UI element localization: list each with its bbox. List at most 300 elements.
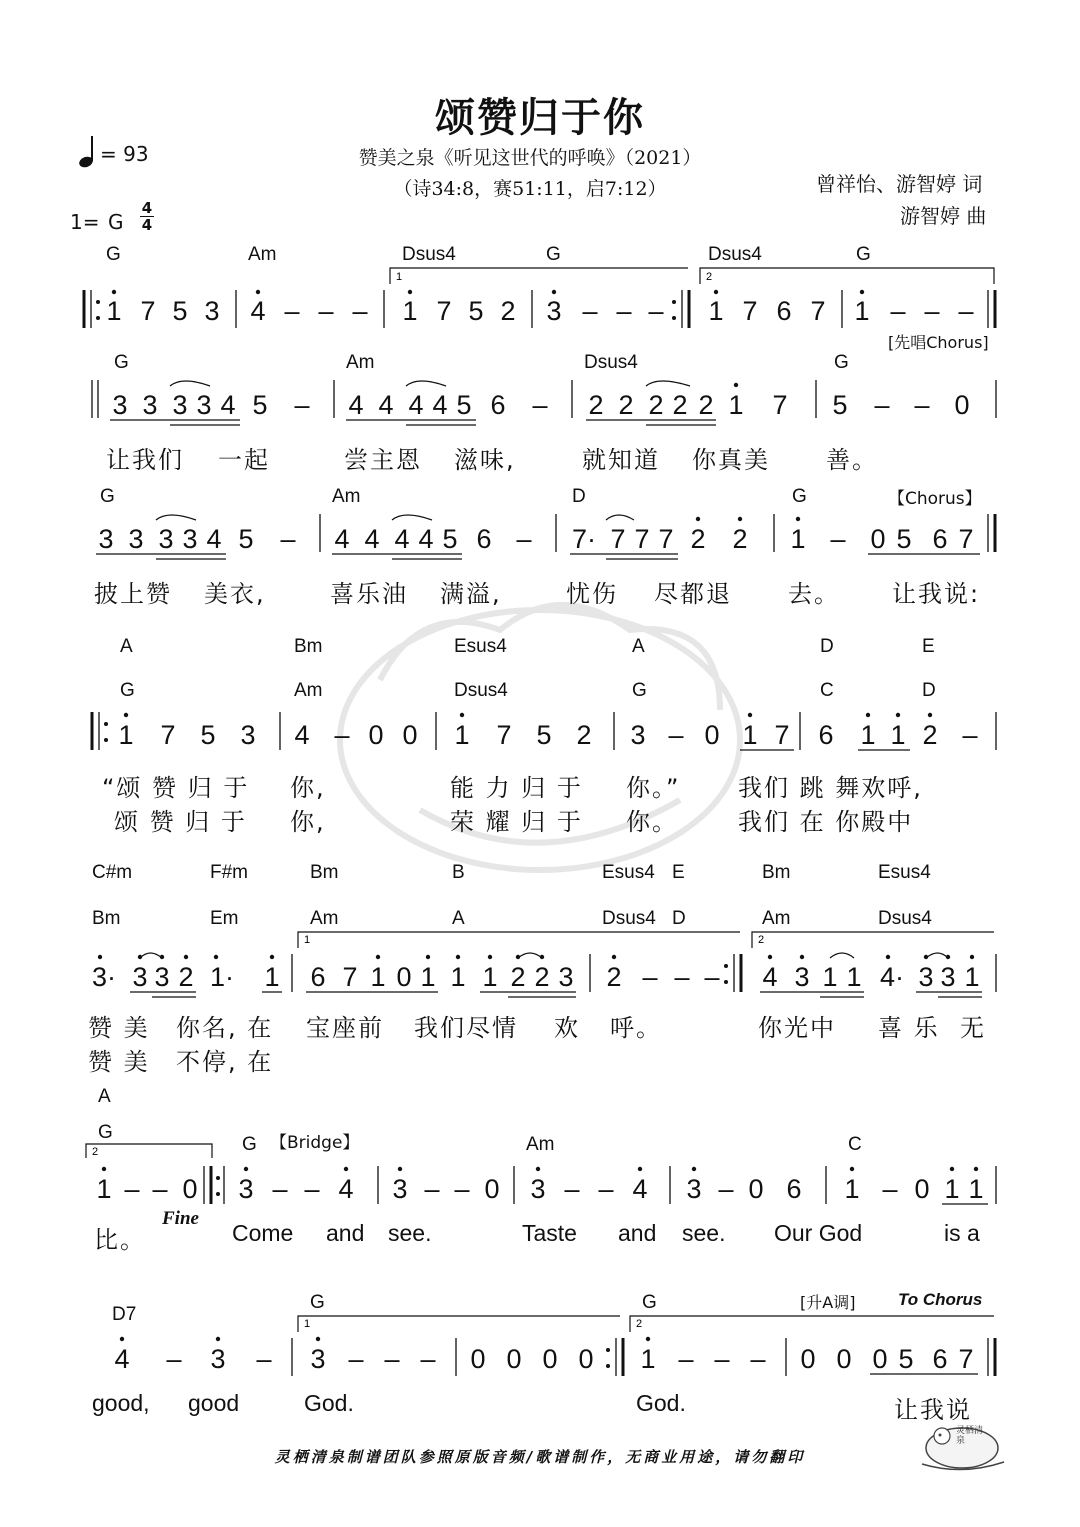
lyric: Our God [774, 1220, 863, 1246]
note: 0 [402, 720, 418, 750]
lead-chorus-tag: [先唱Chorus] [888, 333, 989, 352]
note: 3 [630, 720, 646, 750]
chord: Bm [92, 908, 121, 929]
note: 3 [918, 962, 934, 992]
note: 2 [618, 390, 634, 420]
note: 1 [790, 524, 806, 554]
chord: F#m [210, 862, 248, 883]
note: 2 [534, 962, 550, 992]
note: – [516, 524, 532, 554]
lyric: 喜 乐 [878, 1014, 940, 1042]
notation-system-5 [0, 926, 1080, 996]
notation-system-4 [0, 700, 1080, 760]
lyric: 颂 赞 归 于 [114, 808, 247, 836]
chord: G [106, 244, 121, 265]
note: – [318, 296, 334, 326]
chord: Esus4 [454, 636, 507, 657]
lyric: good, [92, 1390, 150, 1416]
note: – [166, 1344, 182, 1374]
note: 5 [832, 390, 848, 420]
chord: E [922, 636, 935, 657]
note: 0 [542, 1344, 558, 1374]
note: – [454, 1174, 470, 1204]
note: 4 [408, 390, 424, 420]
chord: Bm [294, 636, 323, 657]
chord: Esus4 [602, 862, 655, 883]
volta-2-label: 2 [636, 1318, 643, 1330]
lyric: 你。” [626, 774, 681, 802]
chord: G [642, 1292, 657, 1313]
note: 3 [940, 962, 956, 992]
note: – [958, 296, 974, 326]
note: – [718, 1174, 734, 1204]
note: – [256, 1344, 272, 1374]
note: 4 [206, 524, 222, 554]
note: 7 [774, 720, 790, 750]
note: 1 [944, 1174, 960, 1204]
note: 2 [648, 390, 664, 420]
note: 5 [200, 720, 216, 750]
note: 5 [896, 524, 912, 554]
note: – [124, 1174, 140, 1204]
note: 7 [658, 524, 674, 554]
note: – [280, 524, 296, 554]
lyric: 能 力 归 于 [450, 774, 583, 802]
lyric: 赞 美 [88, 1048, 150, 1076]
note: 4 [762, 962, 778, 992]
note: 1 [844, 1174, 860, 1204]
lyric: 满溢, [440, 580, 502, 608]
lyric: God. [636, 1390, 686, 1416]
chord: G [100, 486, 115, 507]
chord: G [98, 1122, 113, 1143]
chord: D [672, 908, 686, 929]
to-chorus-marking: To Chorus [898, 1290, 983, 1309]
note: 2 [178, 962, 194, 992]
note: 3 [196, 390, 212, 420]
note: 5 [252, 390, 268, 420]
note: 1 [420, 962, 436, 992]
chord: G [120, 680, 135, 701]
lyric: 我们 跳 舞欢呼, [738, 774, 923, 802]
note: – [704, 962, 720, 992]
note: 3 [238, 1174, 254, 1204]
note: 2 [588, 390, 604, 420]
note: – [924, 296, 940, 326]
lyric: 你光中 [758, 1014, 836, 1042]
chord: D [922, 680, 936, 701]
note: 3 [142, 390, 158, 420]
note: 2 [690, 524, 706, 554]
notation-system-6 [0, 1140, 1080, 1210]
note: 7 [958, 524, 974, 554]
chord: Esus4 [878, 862, 931, 883]
note: – [648, 296, 664, 326]
note: 3 [154, 962, 170, 992]
note: 7 [958, 1344, 974, 1374]
note: – [668, 720, 684, 750]
note: 6 [476, 524, 492, 554]
note: 2 [606, 962, 622, 992]
time-signature-bottom: 4 [141, 216, 153, 234]
note: 5 [898, 1344, 914, 1374]
chord: Am [762, 908, 791, 929]
chord: C#m [92, 862, 133, 883]
lyric: 披上赞 [94, 580, 172, 608]
note: 0 [872, 1344, 888, 1374]
song-title: 颂赞归于你 [435, 95, 645, 141]
note: 1 [860, 720, 876, 750]
chord: Am [346, 352, 375, 373]
note: 1 [402, 296, 418, 326]
time-signature [140, 200, 154, 233]
chord: Dsus4 [584, 352, 638, 373]
note: 4 [432, 390, 448, 420]
key-note: G [108, 210, 124, 234]
lyric: Come [232, 1220, 294, 1246]
note: 6 [776, 296, 792, 326]
note: – [616, 296, 632, 326]
note: 7 [160, 720, 176, 750]
note: 2 [576, 720, 592, 750]
note: – [874, 390, 890, 420]
logo-text: 灵栖清泉 [956, 1426, 984, 1446]
chord: Am [294, 680, 323, 701]
chord: G [242, 1134, 257, 1155]
note: 1 [370, 962, 386, 992]
note: 0 [484, 1174, 500, 1204]
note: 4 [378, 390, 394, 420]
scripture-reference: （诗34:8，赛51:11，启7:12） [393, 178, 667, 200]
note: – [678, 1344, 694, 1374]
note: 3 [686, 1174, 702, 1204]
lyric: 就知道 [582, 446, 660, 474]
chord: Bm [310, 862, 339, 883]
note: 1 [264, 962, 280, 992]
note: 5 [442, 524, 458, 554]
lyric: 不停, 在 [176, 1048, 274, 1076]
note: – [582, 296, 598, 326]
note: 7 [610, 524, 626, 554]
note: 3 [240, 720, 256, 750]
note: 2 [672, 390, 688, 420]
lyric: see. [682, 1220, 726, 1246]
note: 3 [530, 1174, 546, 1204]
chord: C [820, 680, 834, 701]
chord: Em [210, 908, 239, 929]
chord: A [98, 1086, 111, 1107]
chord: G [546, 244, 561, 265]
lyric: is a [944, 1220, 980, 1246]
note: 4· [879, 962, 905, 992]
note: 0 [914, 1174, 930, 1204]
note: 1 [450, 962, 466, 992]
note: 1 [640, 1344, 656, 1374]
note: 7 [436, 296, 452, 326]
note: – [598, 1174, 614, 1204]
note: 1 [890, 720, 906, 750]
note: 1 [854, 296, 870, 326]
lyric: 你, [290, 774, 326, 802]
note: 4 [418, 524, 434, 554]
note: 7· [571, 524, 597, 554]
note: – [830, 524, 846, 554]
album-source: 赞美之泉《听见这世代的呼唤》（2021） [358, 147, 702, 169]
chord: E [672, 862, 685, 883]
note: 5 [536, 720, 552, 750]
note: 0 [182, 1174, 198, 1204]
note: 1 [106, 296, 122, 326]
time-signature-top: 4 [141, 199, 153, 217]
lyric: 荣 耀 归 于 [450, 808, 583, 836]
note: 3 [132, 962, 148, 992]
note: 6 [932, 524, 948, 554]
note: 7 [496, 720, 512, 750]
note: 0 [954, 390, 970, 420]
note: 3 [172, 390, 188, 420]
lyric: 去。 [788, 580, 840, 608]
note: 5 [172, 296, 188, 326]
chord: Am [332, 486, 361, 507]
lyric: and [326, 1220, 365, 1246]
lyric: “颂 赞 归 于 [102, 774, 250, 802]
note: – [334, 720, 350, 750]
note: 5 [468, 296, 484, 326]
note: – [674, 962, 690, 992]
lyric: 你, [290, 808, 326, 836]
note: 1 [728, 390, 744, 420]
volta-2-label: 2 [758, 934, 765, 946]
lyric: 你真美 [692, 446, 770, 474]
notation-system-7 [0, 1310, 1080, 1380]
lyric: 我们 在 你殿中 [738, 808, 914, 836]
note: 4 [294, 720, 310, 750]
lyric: good [188, 1390, 240, 1416]
note: 1 [482, 962, 498, 992]
note: 3 [546, 296, 562, 326]
note: 3· [91, 962, 117, 992]
lyric: 欢 [554, 1014, 580, 1042]
notation-system-3 [0, 506, 1080, 566]
chord: Bm [762, 862, 791, 883]
note: – [642, 962, 658, 992]
chord: A [120, 636, 133, 657]
note: – [532, 390, 548, 420]
note: 7 [810, 296, 826, 326]
note: – [284, 296, 300, 326]
note: 4 [364, 524, 380, 554]
volta-1-label: 1 [304, 1318, 311, 1330]
lyric: 让我说: [892, 580, 981, 608]
volta-1-label: 1 [396, 271, 403, 283]
note: 0 [470, 1344, 486, 1374]
note: 7 [634, 524, 650, 554]
note: 4 [632, 1174, 648, 1204]
lyric: 你。 [626, 808, 678, 836]
note: 1 [968, 1174, 984, 1204]
lyric: 一起 [218, 446, 270, 474]
note: 7 [742, 296, 758, 326]
bridge-tag: 【Bridge】 [270, 1133, 360, 1153]
chord: B [452, 862, 465, 883]
chord: Dsus4 [708, 244, 762, 265]
notation-system-2 [0, 372, 1080, 432]
chorus-tag: 【Chorus】 [888, 489, 982, 509]
note: 3 [210, 1344, 226, 1374]
note: – [424, 1174, 440, 1204]
note: 4 [394, 524, 410, 554]
note: 1 [822, 962, 838, 992]
note: 1 [96, 1174, 112, 1204]
lyric: 忧伤 [566, 580, 618, 608]
note: – [304, 1174, 320, 1204]
note: – [152, 1174, 168, 1204]
chord: Dsus4 [402, 244, 456, 265]
lyric: Taste [522, 1220, 577, 1246]
note: 1 [742, 720, 758, 750]
note: 7 [772, 390, 788, 420]
lyric: and [618, 1220, 657, 1246]
note: 0 [748, 1174, 764, 1204]
note: 7 [342, 962, 358, 992]
chord: D7 [112, 1304, 137, 1325]
note: 1 [846, 962, 862, 992]
note: – [962, 720, 978, 750]
chord: D [820, 636, 834, 657]
chord: G [114, 352, 129, 373]
chord: C [848, 1134, 862, 1155]
chord: D [572, 486, 586, 507]
note: 6 [490, 390, 506, 420]
note: 1 [454, 720, 470, 750]
note: 3 [204, 296, 220, 326]
note: 1 [708, 296, 724, 326]
note: 0 [396, 962, 412, 992]
brand-logo [916, 1418, 1008, 1472]
chord: Dsus4 [878, 908, 932, 929]
note: 3 [794, 962, 810, 992]
note: 4 [334, 524, 350, 554]
chord: Dsus4 [454, 680, 508, 701]
note: 1· [209, 962, 235, 992]
lyric: 宝座前 [306, 1014, 384, 1042]
note: – [294, 390, 310, 420]
lyric: see. [388, 1220, 432, 1246]
chord: Am [526, 1134, 555, 1155]
note: 0 [578, 1344, 594, 1374]
chord: Am [310, 908, 339, 929]
note: 3 [310, 1344, 326, 1374]
chord: A [632, 636, 645, 657]
lyric: 赞 美 [88, 1014, 150, 1042]
lyric: 呼。 [610, 1014, 662, 1042]
lyric: God. [304, 1390, 354, 1416]
note: 0 [368, 720, 384, 750]
chord: G [856, 244, 871, 265]
note: 3 [182, 524, 198, 554]
fine-marking: Fine [162, 1208, 199, 1229]
note: – [272, 1174, 288, 1204]
lyric: 让我们 [106, 446, 184, 474]
note: 5 [456, 390, 472, 420]
note: 1 [964, 962, 980, 992]
composer-credit: 游智婷 曲 [900, 204, 987, 228]
note: 3 [558, 962, 574, 992]
volta-2-label: 2 [92, 1146, 99, 1158]
note: 7 [140, 296, 156, 326]
note: 2 [500, 296, 516, 326]
chord: G [792, 486, 807, 507]
note: – [882, 1174, 898, 1204]
lyric: 比。 [94, 1226, 146, 1254]
note: 0 [870, 524, 886, 554]
key-label: 1= [70, 210, 100, 234]
note: 3 [112, 390, 128, 420]
note: 1 [118, 720, 134, 750]
note: 6 [932, 1344, 948, 1374]
note: 2 [698, 390, 714, 420]
note: – [348, 1344, 364, 1374]
note: 2 [732, 524, 748, 554]
note: 5 [238, 524, 254, 554]
note: 2 [510, 962, 526, 992]
lyric: 尝主恩 [344, 446, 422, 474]
note: 4 [220, 390, 236, 420]
note: 6 [786, 1174, 802, 1204]
note: 0 [800, 1344, 816, 1374]
chord: G [632, 680, 647, 701]
lyricist-credit: 曾祥怡、游智婷 词 [816, 172, 983, 196]
note: 6 [310, 962, 326, 992]
note: 6 [818, 720, 834, 750]
note: 4 [348, 390, 364, 420]
note: 3 [128, 524, 144, 554]
note: 0 [506, 1344, 522, 1374]
note: 0 [704, 720, 720, 750]
chord: Dsus4 [602, 908, 656, 929]
chord: A [452, 908, 465, 929]
note: 3 [158, 524, 174, 554]
tempo-value: = 93 [100, 142, 149, 166]
note: – [890, 296, 906, 326]
note: – [714, 1344, 730, 1374]
lyric: 喜乐油 [330, 580, 408, 608]
note: – [384, 1344, 400, 1374]
lyric: 我们尽情 [414, 1014, 518, 1042]
note: – [564, 1174, 580, 1204]
note: 4 [114, 1344, 130, 1374]
footer-note: 灵栖清泉制谱团队参照原版音频/歌谱制作，无商业用途，请勿翻印 [274, 1448, 806, 1466]
note: – [914, 390, 930, 420]
note: 3 [98, 524, 114, 554]
note: 0 [836, 1344, 852, 1374]
chord: G [310, 1292, 325, 1313]
note: 4 [338, 1174, 354, 1204]
lyric: 尽都退 [654, 580, 732, 608]
chord: G [834, 352, 849, 373]
lyric: 无 [960, 1014, 986, 1042]
volta-2-label: 2 [706, 271, 713, 283]
note: 4 [250, 296, 266, 326]
note: 3 [392, 1174, 408, 1204]
key-change-tag: [升A调] [800, 1293, 856, 1312]
note: – [420, 1344, 436, 1374]
chord: Am [248, 244, 277, 265]
lyric: 滋味, [454, 446, 516, 474]
lyric: 你名, 在 [176, 1014, 274, 1042]
lyric: 让我说 [894, 1396, 972, 1424]
lyric: 善。 [826, 446, 878, 474]
